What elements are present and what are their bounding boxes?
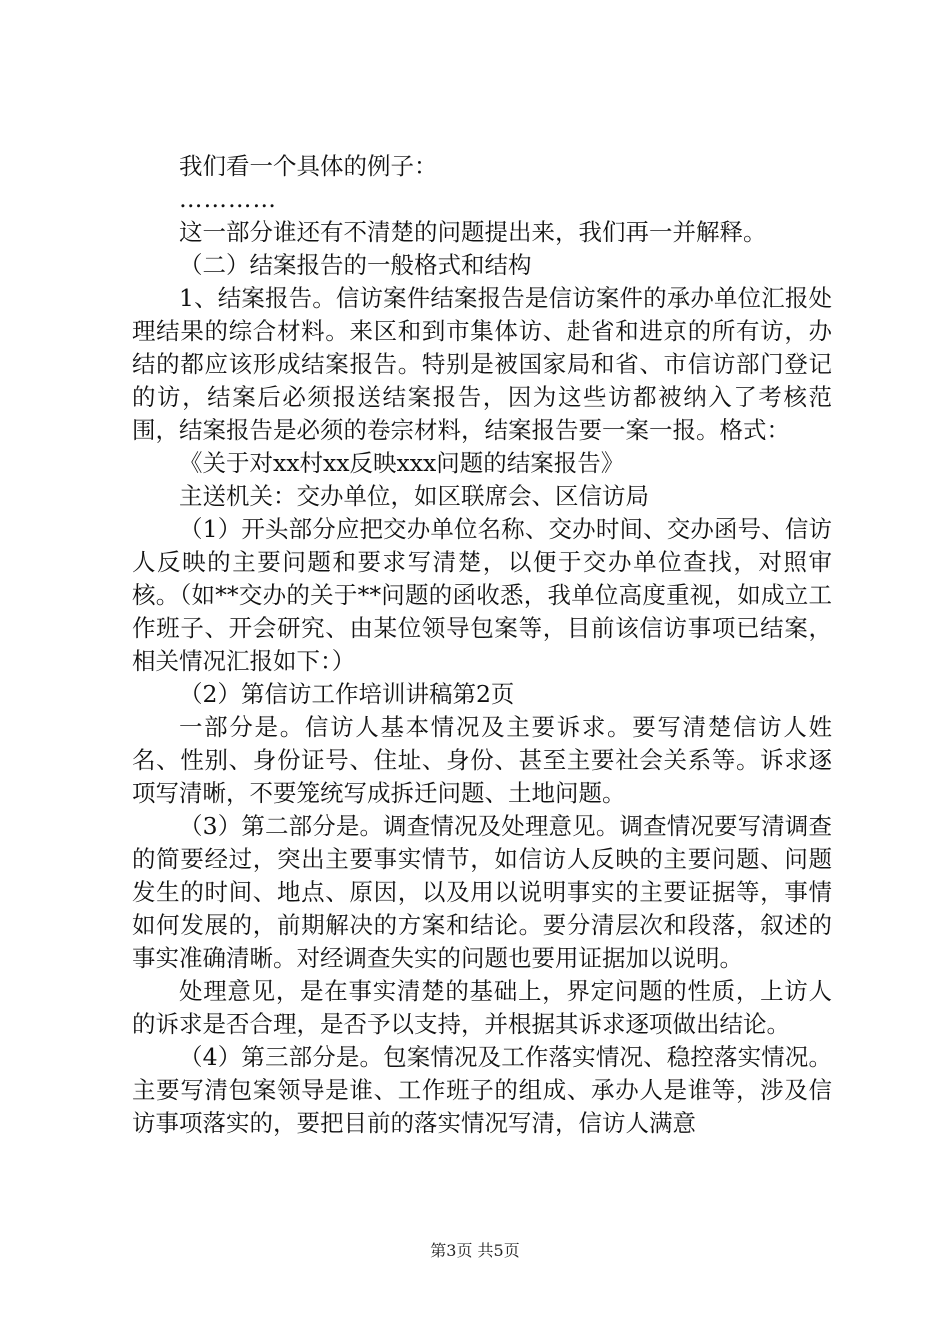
paragraph-example-intro: 我们看一个具体的例子： <box>179 152 438 180</box>
section-heading-format: （二）结案报告的一般格式和结构 <box>179 251 532 279</box>
document-body <box>132 150 832 1140</box>
paragraph-part-2-body: 一部分是。信访人基本情况及主要诉求。要写清楚信访人姓名、性别、身份证号、住址、身份、甚至主要社会关系等。诉求逐项写清晰，不要笼统写成拆迁问题、土地问题。 <box>132 713 832 807</box>
page-footer: 第3页 共5页 <box>430 1241 520 1260</box>
paragraph-part-1: （1）开头部分应把交办单位名称、交办时间、交办函号、信访人反映的主要问题和要求写清楚，以便于交办单位查找，对照审核。（如**交办的关于**问题的函收悉，我单位高度重视，如成立工作班子、开会研究、由某位领导包案等，目前该信访事项已结案，相关情况汇报如下：） <box>132 515 832 675</box>
paragraph-part-3: （3）第二部分是。调查情况及处理意见。调查情况要写清调查的简要经过，突出主要事实情节，如信访人反映的主要问题、问题发生的时间、地点、原因，以及用以说明事实的主要证据等，事情如何发展的，前期解决的方案和结论。要分清层次和段落，叙述的事实准确清晰。对经调查失实的问题也要用证据加以说明。 <box>132 812 832 972</box>
paragraph-part-4: （4）第三部分是。包案情况及工作落实情况、稳控落实情况。主要写清包案领导是谁、工作班子的组成、承办人是谁等，涉及信访事项落实的，要把目前的落实情况写清，信访人满意 <box>132 1043 832 1137</box>
paragraph-closing-report: 1、结案报告。信访案件结案报告是信访案件的承办单位汇报处理结果的综合材料。来区和到市集体访、赴省和进京的所有访，办结的都应该形成结案报告。特别是被国家局和省、市信访部门登记的访，结案后必须报送结案报告，因为这些访都被纳入了考核范围，结案报告是必须的卷宗材料，结案报告要一案一报。格式： <box>132 284 832 444</box>
paragraph-questions: 这一部分谁还有不清楚的问题提出来，我们再一并解释。 <box>179 218 767 246</box>
paragraph-ellipsis: ………… <box>179 185 277 213</box>
paragraph-handling-opinion: 处理意见，是在事实清楚的基础上，界定问题的性质，上访人的诉求是否合理，是否予以支持，并根据其诉求逐项做出结论。 <box>132 977 832 1038</box>
paragraph-part-2-heading: （2）第信访工作培训讲稿第2页 <box>179 680 515 708</box>
paragraph-report-title: 《关于对xx村xx反映xxx问题的结案报告》 <box>179 449 625 477</box>
paragraph-recipient: 主送机关：交办单位，如区联席会、区信访局 <box>179 482 649 510</box>
